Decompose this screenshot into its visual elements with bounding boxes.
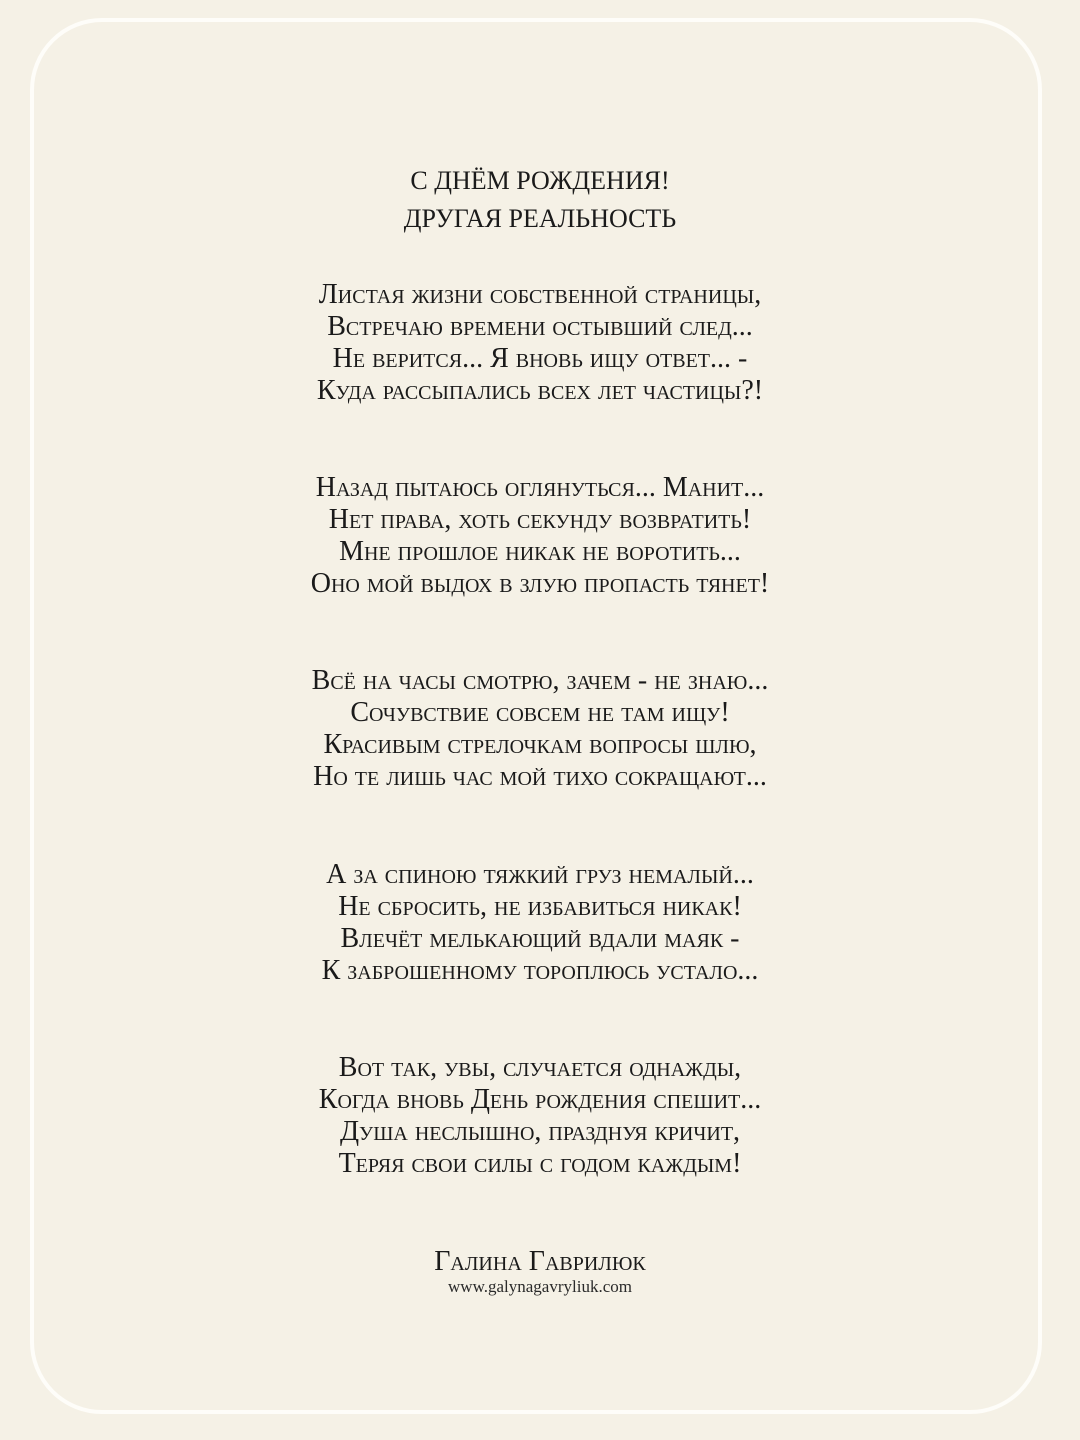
poem-line: Не верится... Я вновь ищу ответ... - bbox=[332, 343, 748, 374]
stanza bbox=[0, 472, 1080, 600]
poem-line: Душа неслышно, празднуя кричит, bbox=[339, 1116, 741, 1147]
poem-line: Нет права, хоть секунду возвратить! bbox=[328, 504, 752, 535]
poem-line: Красивым стрелочкам вопросы шлю, bbox=[323, 729, 757, 760]
stanza bbox=[0, 1052, 1080, 1180]
poem-line: А за спиною тяжкий груз немалый... bbox=[326, 859, 754, 890]
poem-line: Встречаю времени остывший след... bbox=[327, 311, 753, 342]
title-line: ДРУГАЯ РЕАЛЬНОСТЬ bbox=[403, 204, 677, 233]
author-name: Галина Гаврилюк bbox=[434, 1246, 646, 1277]
title-line: С ДНЁМ РОЖДЕНИЯ! bbox=[410, 166, 670, 195]
poem-line: Влечёт мелькающий вдали маяк - bbox=[340, 923, 740, 954]
stanza bbox=[0, 279, 1080, 407]
website-link: www.galynagavryliuk.com bbox=[448, 1277, 632, 1296]
poem-line: Сочувствие совсем не там ищу! bbox=[350, 697, 730, 728]
poem-title bbox=[0, 162, 1080, 238]
poem-line: Но те лишь час мой тихо сокращают... bbox=[313, 761, 767, 792]
stanza bbox=[0, 665, 1080, 793]
poem-line: Мне прошлое никак не воротить... bbox=[339, 536, 741, 567]
poem-line: Вот так, увы, случается однажды, bbox=[338, 1052, 742, 1083]
poem-line: Теряя свои силы с годом каждым! bbox=[338, 1148, 742, 1179]
poem-line: Всё на часы смотрю, зачем - не знаю... bbox=[311, 665, 769, 696]
poem-line: Оно мой выдох в злую пропасть тянет! bbox=[310, 568, 770, 599]
poem-line: Листая жизни собственной страницы, bbox=[318, 279, 762, 310]
poem-line: Не сбросить, не избавиться никак! bbox=[338, 891, 742, 922]
poem-line: Когда вновь День рождения спешит... bbox=[318, 1084, 762, 1115]
poem-line: Куда рассыпались всех лет частицы?! bbox=[316, 375, 764, 406]
poem-line: Назад пытаюсь оглянуться... Манит... bbox=[315, 472, 765, 503]
poem-line: К заброшенному тороплюсь устало... bbox=[321, 955, 759, 986]
stanza bbox=[0, 859, 1080, 987]
